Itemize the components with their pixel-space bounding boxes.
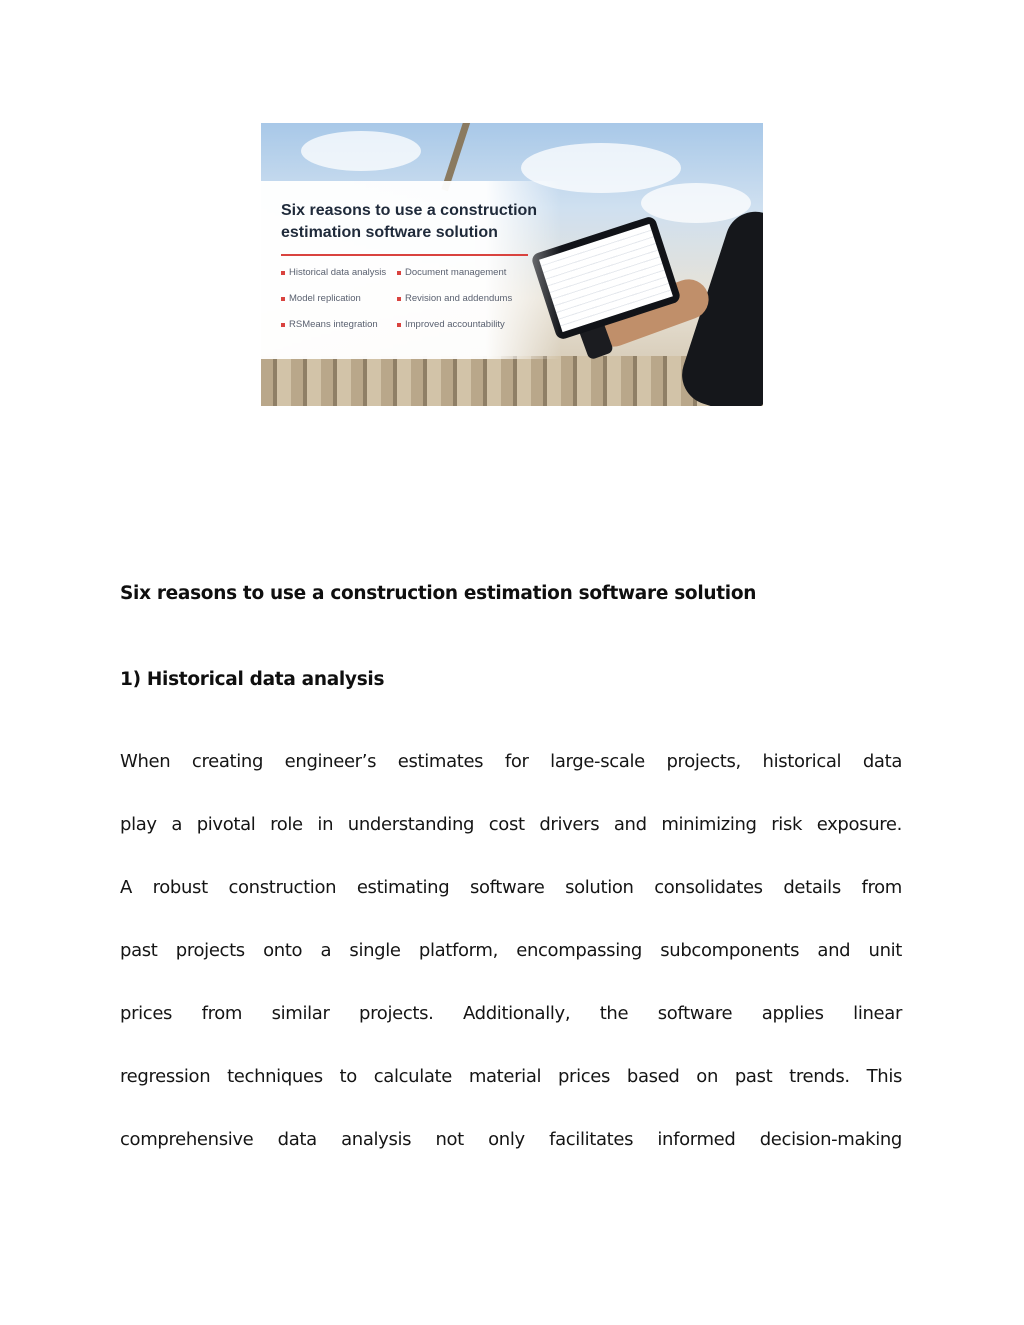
bullet-icon: [281, 323, 285, 327]
banner-image: [261, 123, 763, 406]
cloud-shape: [641, 183, 751, 223]
banner-bullet-text: Historical data analysis: [289, 267, 387, 278]
bullet-icon: [397, 271, 401, 275]
body-text-line: play a pivotal role in understanding cost drivers and minimizing risk exposure.: [120, 814, 902, 835]
banner-bullet-text: Revision and addendums: [405, 293, 513, 304]
body-text-line: regression techniques to calculate material prices based on past trends. This: [120, 1066, 902, 1087]
banner-title: Six reasons to use a construction estimation software solution: [281, 202, 538, 241]
cloud-shape: [301, 131, 421, 171]
banner-bullet-row: [281, 319, 561, 345]
document-title: Six reasons to use a construction estimation software solution: [120, 583, 757, 604]
banner-bullet-text: Improved accountability: [405, 319, 505, 330]
banner-text-panel: [261, 181, 561, 359]
banner-divider: [281, 254, 528, 256]
banner-bullet-text: Model replication: [289, 293, 361, 304]
banner-bullet: [397, 293, 512, 304]
body-text-line: past projects onto a single platform, encompassing subcomponents and unit: [120, 940, 902, 961]
banner-bullet: [281, 319, 397, 330]
bullet-icon: [397, 297, 401, 301]
body-text-line: comprehensive data analysis not only facilitates informed decision-making: [120, 1129, 902, 1150]
banner-bullet: [397, 319, 505, 330]
banner-bullet-row: [281, 267, 561, 293]
body-text-line: A robust construction estimating software solution consolidates details from: [120, 877, 902, 898]
section-heading: 1) Historical data analysis: [120, 669, 385, 690]
bullet-icon: [397, 323, 401, 327]
body-text-line: prices from similar projects. Additionally, the software applies linear: [120, 1003, 902, 1024]
banner-bullet-row: [281, 293, 561, 319]
body-text-line: When creating engineer’s estimates for large-scale projects, historical data: [120, 751, 902, 772]
banner-bullet: [281, 293, 397, 304]
bullet-icon: [281, 297, 285, 301]
banner-bullet-text: Document management: [405, 267, 507, 278]
banner-bullet: [281, 267, 397, 278]
banner-bullet-list: [281, 267, 561, 345]
banner-bullet: [397, 267, 506, 278]
banner-bullet-text: RSMeans integration: [289, 319, 378, 330]
bullet-icon: [281, 271, 285, 275]
